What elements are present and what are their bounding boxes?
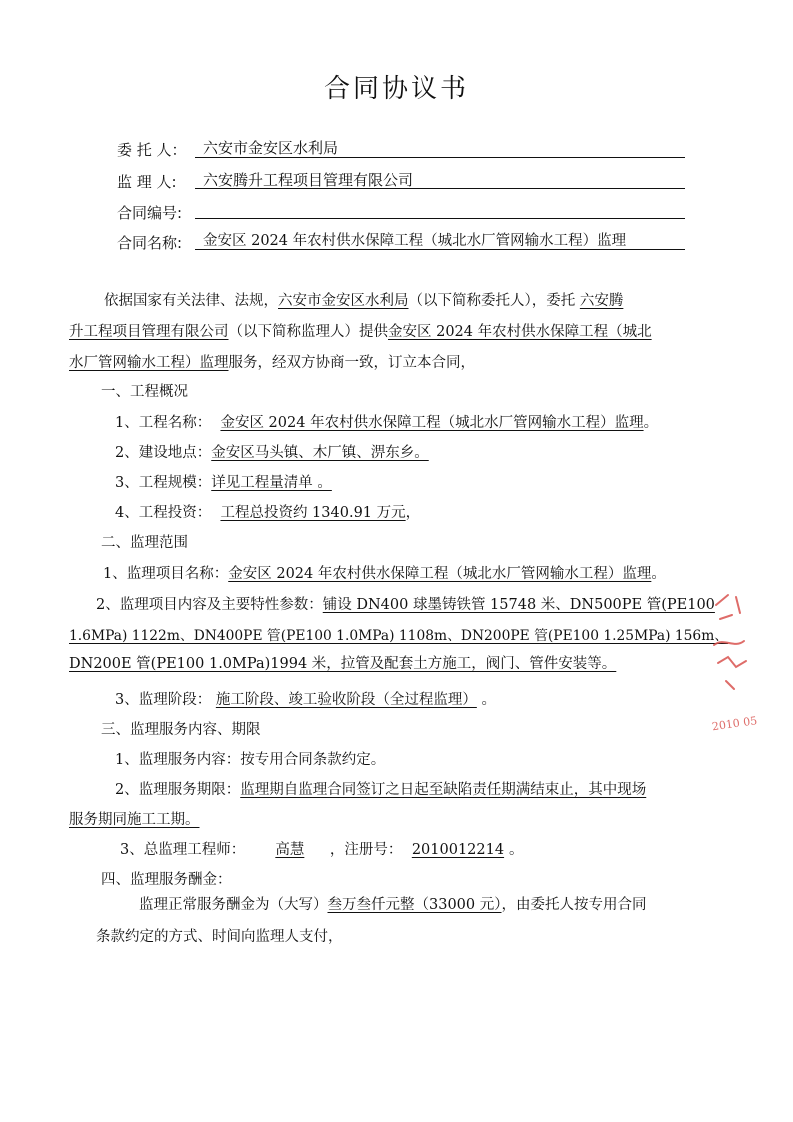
item-value: 1.6MPa) 1122m、DN400PE 管(PE100 1.0MPa) 1108m、DN200PE 管(PE100 1.25MPa) 156m、: [69, 628, 729, 644]
chief-engineer-name: 高慧: [275, 842, 305, 858]
section-2-heading: 二、监理范围: [101, 535, 188, 551]
intro-supervisor: 六安腾: [579, 293, 624, 309]
s1-item-4: [115, 503, 420, 523]
intro-supervisor: 升工程项目管理有限公司: [69, 324, 229, 340]
item-value: 金安区 2024 年农村供水保障工程（城北水厂管网输水工程）监理: [220, 415, 644, 431]
client-value: 六安市金安区水利局: [203, 139, 339, 157]
intro-text: （以下简称监理人）提供: [228, 324, 388, 340]
item-text: ，注册号：: [329, 842, 403, 858]
registration-number: 2010012214: [411, 842, 505, 858]
s2-item-1: [103, 564, 666, 584]
client-label: 委 托 人：: [117, 141, 187, 159]
seal-number: 2010 05: [711, 714, 758, 734]
fee-amount: 叁万叁仟元整（33000 元）: [327, 897, 502, 913]
item-value: 工程总投资约 1340.91 万元: [220, 505, 406, 521]
s3-item-3: [120, 840, 523, 860]
item-label: 1、监理项目名称：: [103, 566, 229, 582]
item-end: 。: [481, 692, 496, 708]
item-label: 3、总监理工程师：: [120, 842, 246, 858]
item-value: 按专用合同条款约定。: [240, 752, 386, 768]
item-value: 金安区 2024 年农村供水保障工程（城北水厂管网输水工程）监理: [228, 566, 652, 582]
item-label: 2、建设地点：: [115, 445, 212, 461]
item-value: 铺设 DN400 球墨铸铁管 15748 米、DN500PE 管(PE100: [322, 597, 715, 613]
client-underline: [195, 157, 685, 158]
official-seal-stamp: [706, 585, 786, 745]
supervisor-underline: [195, 188, 685, 189]
item-end: 。: [508, 842, 524, 858]
section-1-heading: 一、工程概况: [101, 384, 188, 400]
item-value: 施工阶段、竣工验收阶段（全过程监理）: [215, 692, 477, 708]
contract-name-value: 金安区 2024 年农村供水保障工程（城北水厂管网输水工程）监理: [203, 233, 627, 249]
supervisor-value: 六安腾升工程项目管理有限公司: [203, 171, 414, 189]
item-label: 3、监理阶段：: [115, 692, 212, 708]
s3-item-2-line-1: [115, 780, 646, 800]
intro-project: 水厂管网输水工程）监理: [69, 355, 229, 371]
item-label: 2、监理服务期限：: [115, 782, 241, 798]
s3-item-2-line-2: [69, 810, 200, 830]
supervisor-label: 监 理 人:: [117, 173, 177, 191]
intro-text: 依据国家有关法律、法规，: [104, 293, 278, 309]
item-value: 详见工程量清单 。: [211, 475, 332, 491]
s1-item-1: [115, 413, 658, 433]
s4-line-1: [139, 895, 647, 915]
intro-text: 服务，经双方协商一致，订立本合同，: [228, 355, 475, 371]
section-4-heading: 四、监理服务酬金：: [101, 872, 232, 888]
s4-line-2: 条款约定的方式、时间向监理人支付，: [96, 929, 343, 945]
intro-text: （以下简称委托人），委托: [408, 293, 576, 309]
contract-name-underline: [195, 249, 685, 250]
s2-item-3: [115, 690, 496, 710]
s2-item-2-line-1: [96, 595, 715, 615]
contract-name-label: 合同名称:: [117, 234, 183, 252]
item-label: 1、监理服务内容：: [115, 752, 241, 768]
section-3-heading: 三、监理服务内容、期限: [101, 722, 261, 738]
fee-text: ，由委托人按专用合同: [501, 897, 647, 913]
s2-item-2-line-3: [69, 654, 616, 674]
s3-item-1: [115, 750, 385, 770]
item-value: 服务期同施工工期。: [69, 812, 200, 828]
s2-item-2-line-2: [69, 626, 728, 646]
s1-item-3: [115, 473, 332, 493]
item-value: DN200E 管(PE100 1.0MPa)1994 米，拉管及配套土方施工，阀门、管件安装等。: [69, 656, 617, 672]
item-end: 。: [643, 415, 659, 431]
s1-item-2: [115, 443, 429, 463]
item-label: 3、工程规模：: [115, 475, 212, 491]
contract-no-underline: [195, 218, 685, 219]
item-value: 金安区马头镇、木厂镇、淠东乡。: [211, 445, 429, 461]
fee-text: 监理正常服务酬金为（大写）: [139, 897, 328, 913]
intro-client: 六安市金安区水利局: [278, 293, 409, 309]
item-label: 2、监理项目内容及主要特性参数：: [96, 597, 323, 613]
item-value: 监理期自监理合同签订之日起至缺陷责任期满结束止，其中现场: [240, 782, 647, 798]
intro-line-3: [69, 353, 475, 373]
contract-no-label: 合同编号:: [117, 204, 183, 222]
item-label: 1、工程名称：: [115, 415, 212, 431]
intro-project: 金安区 2024 年农村供水保障工程（城北: [388, 324, 652, 340]
intro-line-1: [104, 291, 623, 311]
item-label: 4、工程投资：: [115, 505, 212, 521]
item-end: 。: [651, 566, 666, 582]
intro-line-2: [69, 322, 652, 342]
item-end: ，: [405, 505, 421, 521]
document-title: 合同协议书: [323, 74, 469, 104]
